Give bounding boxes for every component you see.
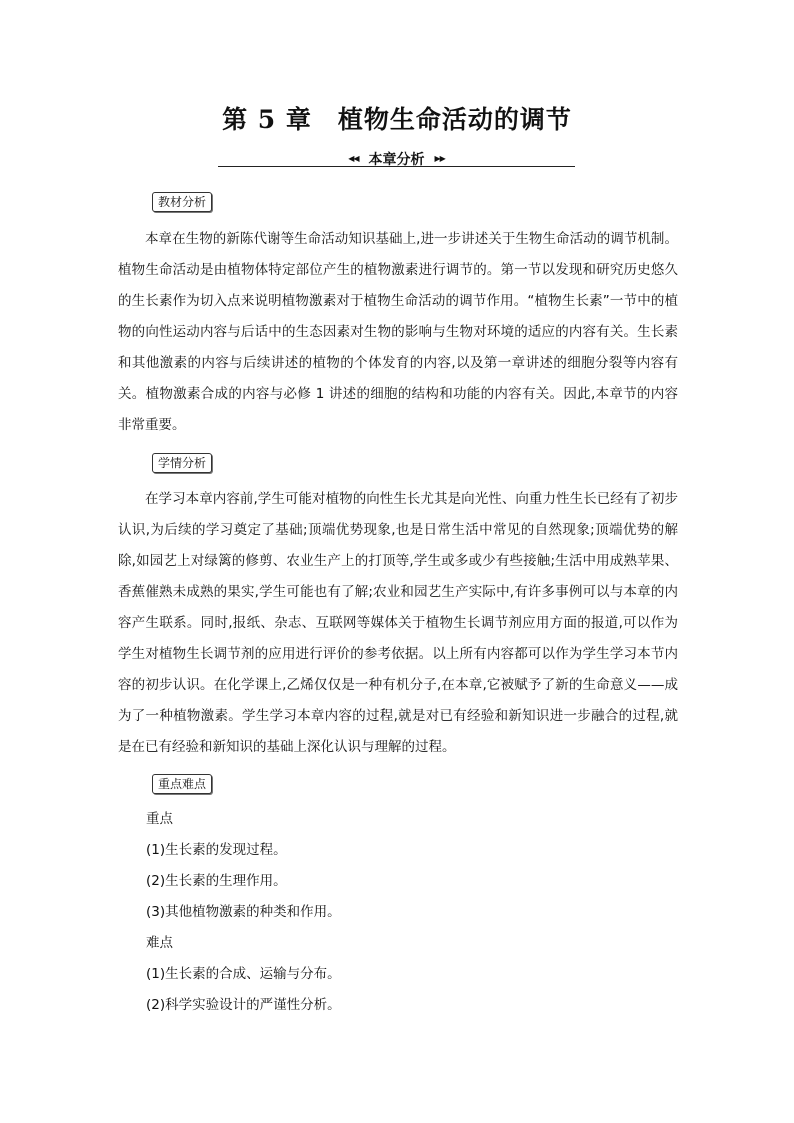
difficult-heading: 难点 bbox=[146, 935, 173, 951]
keypoints-list bbox=[146, 804, 686, 1021]
section-header bbox=[218, 146, 575, 167]
difficult-item: (1)生长素的合成、运输与分布。 bbox=[146, 966, 341, 982]
textbook-analysis-tag: 教材分析 bbox=[152, 192, 212, 212]
keypoints-tag: 重点难点 bbox=[152, 774, 212, 794]
right-arrow-icon: ▶▶ bbox=[434, 154, 445, 163]
key-heading: 重点 bbox=[146, 811, 173, 827]
key-item: (2)生长素的生理作用。 bbox=[146, 873, 287, 889]
section-label-text: 本章分析 bbox=[368, 151, 425, 168]
textbook-analysis-paragraph: 本章在生物的新陈代谢等生命活动知识基础上,进一步讲述关于生物生命活动的调节机制。植物生命活动是由植物体特定部位产生的植物激素进行调节的。第一节以发现和研究历史悠久的生长素作为切入点来说明植物激素对于植物生命活动的调节作用。“植物生长素”一节中的植物的向性运动内容与后话中的生态因素对生物的影响与生物对环境的适应的内容有关。生长素和其他激素的内容与后续讲述的植物的个体发育的内容,以及第一章讲述的细胞分裂等内容有关。植物激素合成的内容与必修 1 讲述的细胞的结构和功能的内容有关。因此,本章节的内容非常重要。 bbox=[118, 231, 678, 433]
left-arrow-icon: ◀◀ bbox=[348, 154, 359, 163]
section-label bbox=[348, 149, 445, 169]
chapter-name: 植物生命活动的调节 bbox=[337, 105, 572, 134]
difficult-item: (2)科学实验设计的严谨性分析。 bbox=[146, 997, 341, 1013]
key-item: (1)生长素的发现过程。 bbox=[146, 842, 287, 858]
student-analysis-paragraph: 在学习本章内容前,学生可能对植物的向性生长尤其是向光性、向重力性生长已经有了初步认识,为后续的学习奠定了基础;顶端优势现象,也是日常生活中常见的自然现象;顶端优势的解除,如园艺上对绿篱的修剪、农业生产上的打顶等,学生或多或少有些接触;生活中用成熟苹果、香蕉催熟未成熟的果实,学生可能也有了解;农业和园艺生产实际中,有许多事例可以与本章的内容产生联系。同时,报纸、杂志、互联网等媒体关于植物生长调节剂应用方面的报道,可以作为学生对植物生长调节剂的应用进行评价的参考依据。以上所有内容都可以作为学生学习本节内容的初步认识。在化学课上,乙烯仅仅是一种有机分子,在本章,它被赋予了新的生命意义——成为了一种植物激素。学生学习本章内容的过程,就是对已有经验和新知识进一步融合的过程,就是在已有经验和新知识的基础上深化认识与理解的过程。 bbox=[118, 491, 678, 755]
chapter-title bbox=[0, 100, 794, 136]
chapter-number: 第 5 章 bbox=[222, 105, 312, 134]
student-analysis-tag: 学情分析 bbox=[152, 453, 212, 473]
key-item: (3)其他植物激素的种类和作用。 bbox=[146, 904, 341, 920]
